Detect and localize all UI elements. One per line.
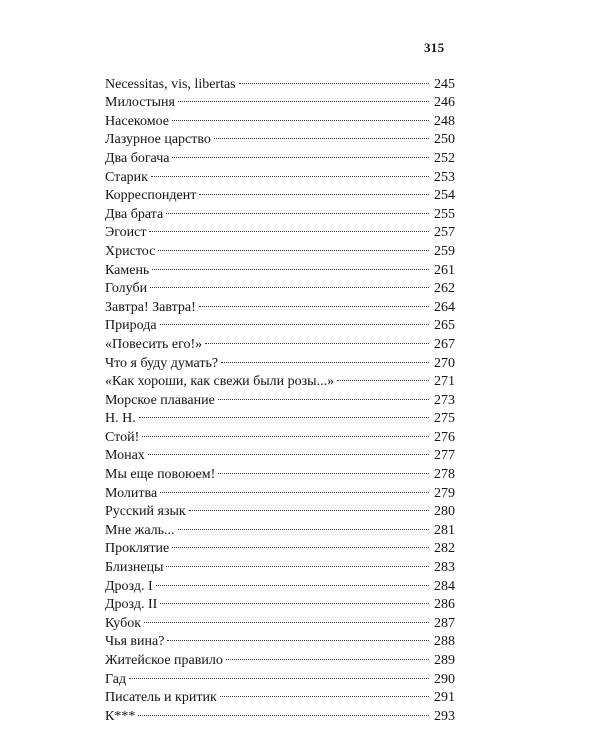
toc-entry-title: Гад: [105, 671, 127, 687]
toc-entry-title: Чья вина?: [105, 634, 165, 650]
toc-entry-page: 245: [434, 76, 455, 92]
toc-entry-page: 283: [434, 560, 455, 576]
toc-dot-leader: [138, 701, 429, 720]
toc-dot-leader: [151, 162, 429, 181]
toc-entry-title: Голуби: [105, 281, 148, 297]
toc-dot-leader: [172, 106, 429, 125]
toc-entry-page: 248: [434, 113, 455, 129]
toc-dot-leader: [149, 218, 429, 237]
toc-dot-leader: [226, 645, 429, 664]
toc-entry-page: 293: [434, 708, 455, 724]
toc-dot-leader: [218, 385, 429, 404]
toc-dot-leader: [172, 143, 429, 162]
toc-entry-title: К***: [105, 708, 136, 724]
toc-entry-page: 288: [434, 634, 455, 650]
toc-dot-leader: [156, 571, 429, 590]
toc-entry-page: 282: [434, 541, 455, 557]
toc-dot-leader: [148, 441, 429, 460]
toc-entry-title: Житейское правило: [105, 653, 223, 668]
toc-entry-page: 265: [434, 318, 455, 334]
toc-entry-page: 246: [434, 95, 455, 111]
toc-entry-page: 257: [434, 225, 455, 241]
toc-entry-title: «Как хороши, как свежи были розы...»: [105, 374, 335, 390]
toc-dot-leader: [166, 199, 429, 218]
toc-entry-page: 255: [434, 206, 455, 222]
toc-dot-leader: [214, 125, 429, 144]
toc-entry-page: 277: [434, 448, 455, 464]
toc-entry-title: Н. Н.: [105, 411, 136, 427]
toc-entry-page: 270: [434, 355, 455, 371]
toc-entry-page: 267: [434, 336, 455, 352]
toc-dot-leader: [218, 459, 429, 478]
toc-dot-leader: [158, 236, 429, 255]
toc-entry-page: 253: [434, 169, 455, 185]
toc-entry: [105, 218, 455, 241]
toc-entry-title: «Повесить его!»: [105, 336, 203, 352]
toc-entry-page: 273: [434, 392, 455, 408]
toc-entry-title: Necessitas, vis, libertas: [105, 76, 236, 92]
toc-dot-leader: [189, 497, 429, 516]
toc-entry-page: 290: [434, 671, 455, 687]
toc-entry: [105, 701, 455, 724]
toc-dot-leader: [199, 181, 429, 200]
toc-entry-title: Дрозд. I: [105, 578, 153, 594]
toc-entry: [105, 181, 455, 204]
toc-dot-leader: [129, 664, 429, 683]
toc-entry-title: Два брата: [105, 206, 164, 222]
toc-dot-leader: [150, 274, 429, 293]
toc-entry: [105, 608, 455, 631]
toc-entry-title: Мы еще повоюем!: [105, 467, 216, 483]
toc-entry-title: Проклятие: [105, 541, 170, 557]
toc-entry-page: 250: [434, 132, 455, 148]
toc-entry-page: 261: [434, 262, 455, 278]
toc-entry-page: 291: [434, 690, 455, 706]
toc-entry: [105, 683, 455, 706]
toc-entry-title: Два богача: [105, 150, 170, 166]
toc-entry: [105, 422, 455, 445]
toc-dot-leader: [139, 404, 429, 423]
toc-entry-title: Старик: [105, 169, 148, 185]
toc-dot-leader: [160, 478, 429, 497]
toc-dot-leader: [152, 255, 429, 274]
toc-entry: [105, 627, 455, 650]
toc-entry-title: Завтра! Завтра!: [105, 299, 196, 315]
toc-entry-title: Морское плавание: [105, 392, 215, 408]
toc-entry-title: Молитва: [105, 485, 158, 501]
toc-entry-title: Насекомое: [105, 113, 169, 129]
toc-entry-title: Близнецы: [105, 560, 164, 576]
toc-entry-title: Монах: [105, 448, 145, 464]
toc-dot-leader: [337, 367, 429, 386]
toc-entry-page: 280: [434, 504, 455, 520]
toc-entry-title: Мне жаль...: [105, 522, 175, 538]
toc-entry: [105, 571, 455, 594]
toc-entry-title: Камень: [105, 262, 150, 278]
toc-entry-title: Писатель и критик: [105, 690, 217, 706]
toc-entry-title: Христос: [105, 243, 156, 259]
toc-entry: [105, 441, 455, 464]
toc-entry: [105, 292, 455, 315]
toc-entry-page: 254: [434, 188, 455, 204]
toc-entry-title: Природа: [105, 318, 157, 334]
toc-dot-leader: [172, 534, 429, 553]
toc-dot-leader: [178, 88, 429, 107]
toc-entry-title: Стой!: [105, 429, 140, 445]
toc-entry: [105, 69, 455, 92]
toc-entry-page: 281: [434, 522, 455, 538]
toc-dot-leader: [167, 627, 429, 646]
toc-dot-leader: [142, 422, 429, 441]
toc-entry-title: Корреспондент: [105, 188, 197, 204]
toc-entry: [105, 274, 455, 297]
toc-entry-page: 252: [434, 150, 455, 166]
toc-dot-leader: [199, 292, 429, 311]
toc-dot-leader: [239, 69, 429, 88]
toc-entry-title: Что я буду думать?: [105, 355, 219, 371]
toc-dot-leader: [144, 608, 429, 627]
toc-entry-page: 271: [434, 374, 455, 390]
toc-dot-leader: [220, 683, 429, 702]
page-number: 315: [424, 40, 445, 55]
toc-dot-leader: [160, 311, 429, 330]
toc-entry-page: 275: [434, 411, 455, 427]
toc-entry-title: Милостыня: [105, 95, 175, 111]
toc-entry: [105, 590, 455, 613]
toc-dot-leader: [221, 348, 429, 367]
toc-entry-page: 284: [434, 578, 455, 594]
toc-entry-title: Кубок: [105, 615, 142, 631]
toc-entry: [105, 404, 455, 427]
toc-dot-leader: [166, 552, 429, 571]
toc-dot-leader: [178, 515, 429, 534]
toc-entry-page: 279: [434, 485, 455, 501]
toc-entry-page: 276: [434, 429, 455, 445]
toc-entry: [105, 236, 455, 259]
toc-entry-page: 264: [434, 299, 455, 315]
toc-entry-title: Лазурное царство: [105, 132, 211, 148]
toc-entry-page: 278: [434, 467, 455, 483]
toc-dot-leader: [160, 590, 429, 609]
toc-entry: [105, 255, 455, 278]
toc-entry: [105, 664, 455, 687]
toc-entry-page: 287: [434, 615, 455, 631]
toc-entry-page: 259: [434, 243, 455, 259]
toc-entry: [105, 459, 455, 483]
toc-entry-title: Дрозд. II: [105, 597, 158, 613]
toc-entry: [105, 162, 455, 185]
toc-entry-page: 262: [434, 281, 455, 297]
toc-entry-page: 286: [434, 597, 455, 613]
toc-entry-page: 289: [434, 653, 455, 668]
toc-entry-title: Эгоист: [105, 225, 147, 241]
toc-dot-leader: [205, 329, 429, 348]
toc-entry-title: Русский язык: [105, 504, 186, 520]
table-of-contents: [105, 69, 455, 724]
